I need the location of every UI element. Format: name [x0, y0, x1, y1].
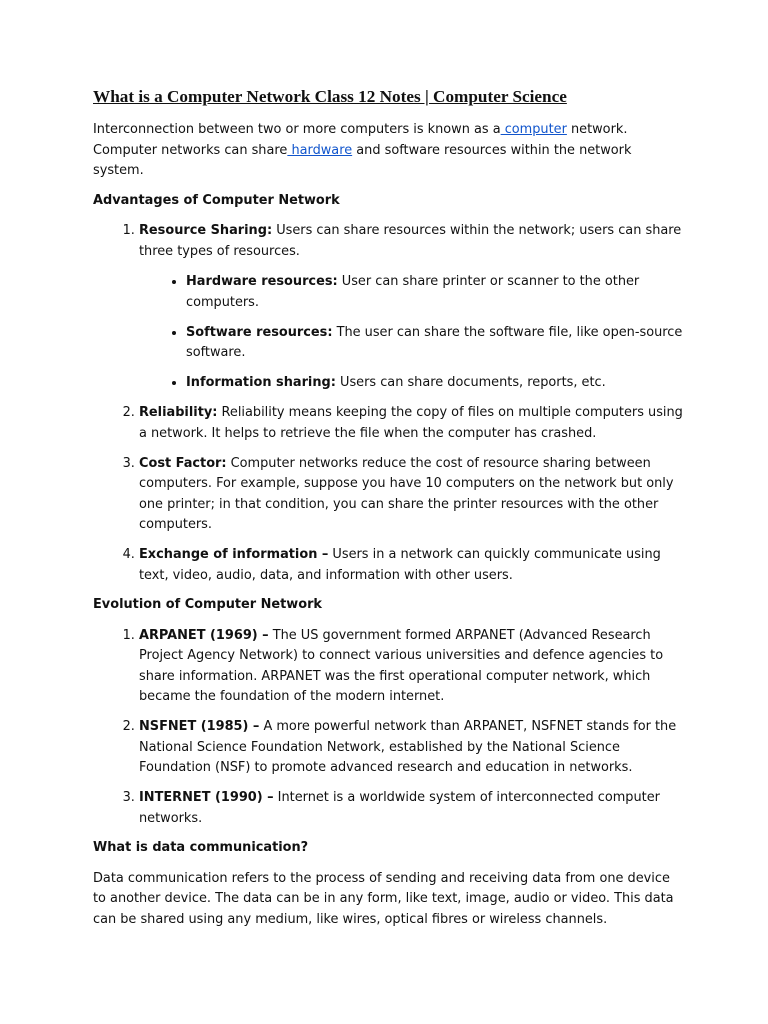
- item-label: Hardware resources:: [186, 274, 338, 289]
- resource-types-list: [139, 272, 683, 394]
- intro-text-1: Interconnection between two or more computers is known as a: [93, 122, 501, 137]
- evolution-list: [93, 626, 683, 830]
- item-text: Internet is a worldwide system of interconnected computer networks.: [139, 790, 660, 826]
- item-text: The US government formed ARPANET (Advanced Research Project Agency Network) to connect various universities and defence agencies to share information. ARPANET was the first operational computer network, which became the foundation of the modern internet.: [139, 627, 664, 704]
- list-item: [139, 454, 683, 536]
- list-item: [139, 788, 683, 829]
- page-title: What is a Computer Network Class 12 Notes | Computer Science: [93, 87, 567, 106]
- intro-text-2: network.: [566, 122, 628, 137]
- list-item: [139, 626, 683, 708]
- list-item: [139, 717, 683, 779]
- item-label: NSFNET (1985) –: [139, 719, 260, 734]
- item-label: INTERNET (1990) –: [139, 790, 274, 805]
- item-label: Resource Sharing:: [139, 223, 273, 238]
- item-label: Exchange of information –: [139, 547, 329, 562]
- evolution-heading: Evolution of Computer Network: [93, 597, 323, 612]
- item-label: Reliability:: [139, 405, 218, 420]
- data-communication-heading: What is data communication?: [93, 840, 309, 855]
- list-item: [186, 323, 683, 364]
- list-item: [139, 403, 683, 444]
- item-text: The user can share the software file, like open-source software.: [186, 324, 683, 360]
- advantages-heading: Advantages of Computer Network: [93, 192, 340, 208]
- document-content: [93, 86, 683, 930]
- list-item: [139, 221, 683, 394]
- item-text: Users in a network can quickly communicate using text, video, audio, data, and information with other users.: [139, 547, 661, 583]
- item-label: Cost Factor:: [139, 455, 227, 471]
- list-item: [186, 272, 683, 313]
- item-label: Software resources:: [186, 324, 333, 340]
- item-text: Reliability means keeping the copy of files on multiple computers using a network. It helps to retrieve the file when the computer has crashed.: [139, 405, 683, 441]
- list-item: [186, 373, 683, 394]
- hardware-link[interactable]: hardware: [287, 142, 353, 158]
- item-text: Computer networks reduce the cost of resource sharing between computers. For example, suppose you have 10 computers on the network but only one printer; in that condition, you can share the printer resources with the other computers.: [139, 455, 674, 532]
- intro-text-3: Computer networks can share: [93, 142, 288, 158]
- intro-text-4: and software resources within the network system.: [93, 142, 632, 178]
- advantages-list: [93, 221, 683, 586]
- computer-link[interactable]: computer: [500, 122, 567, 137]
- list-item: [139, 545, 683, 586]
- item-text: A more powerful network than ARPANET, NSFNET stands for the National Science Foundation Network, established by the National Science Foundation (NSF) to promote advanced research and education in networks.: [139, 719, 677, 775]
- item-text: Users can share resources within the network; users can share three types of resources.: [139, 223, 682, 259]
- item-text: Users can share documents, reports, etc.: [335, 375, 606, 390]
- item-label: ARPANET (1969) –: [139, 627, 269, 643]
- data-communication-paragraph: Data communication refers to the process of sending and receiving data from one device to another device. The data can be in any form, like text, image, audio or video. This data can be shared using any medium, like wires, optical fibres or wireless channels.: [93, 870, 674, 927]
- item-text: User can share printer or scanner to the other computers.: [186, 274, 640, 310]
- item-label: Information sharing:: [186, 375, 336, 390]
- intro-paragraph: [93, 120, 683, 182]
